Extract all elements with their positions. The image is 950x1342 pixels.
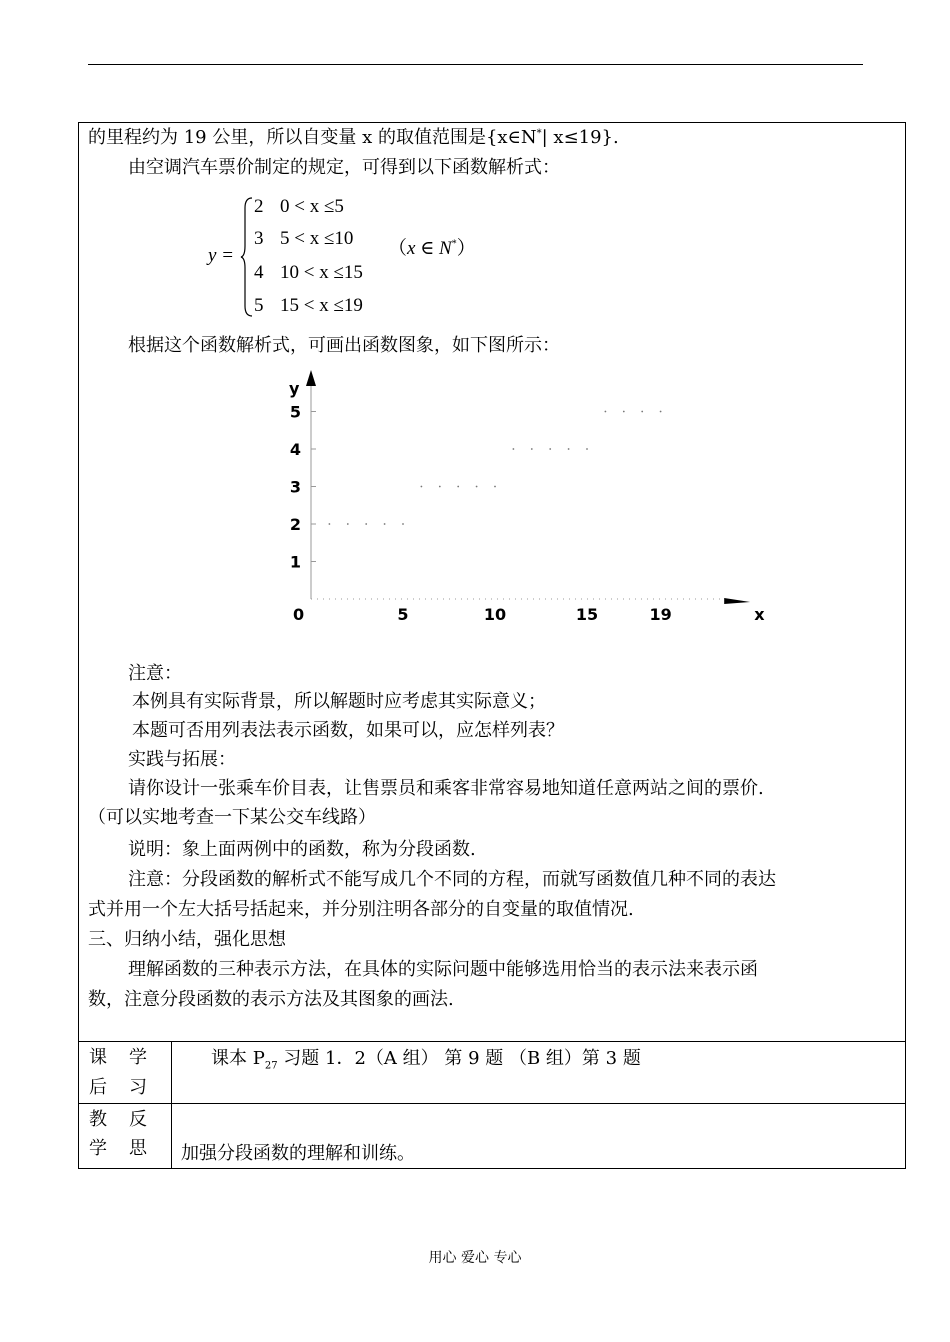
- step-point-y2-x4: [384, 523, 386, 525]
- practice-hint: （可以实地考查一下某公交车线路）: [88, 807, 376, 828]
- homework-text: 课本 $P_{27}$ 习题 1．2（A 组） 第 9 题 （B 组）第 3 题: [211, 1048, 641, 1072]
- y-tick-label-4: 4: [289, 440, 301, 459]
- summary-heading: 三、归纳小结，强化思想: [88, 929, 286, 950]
- y-tick-label-2: 2: [289, 515, 301, 534]
- left-brace: [240, 196, 254, 318]
- column-divider: [171, 1103, 172, 1168]
- domain-statement: 的里程约为 19 公里，所以自变量 x 的取值范围是{x∈N*| x≤19}.: [88, 127, 619, 148]
- summary-line-2: 数，注意分段函数的表示方法及其图象的画法.: [88, 989, 454, 1010]
- homework-row: [78, 1041, 906, 1104]
- x-axis-label: x: [754, 605, 765, 624]
- note-2: 本题可否用列表法表示函数，如果可以，应怎样列表？: [132, 720, 564, 741]
- homework-label-2: 后 习: [89, 1077, 149, 1098]
- step-point-y3-x7: [439, 486, 441, 488]
- step-point-y3-x9: [476, 486, 478, 488]
- summary-line-1: 理解函数的三种表示方法，在具体的实际问题中能够选用恰当的表示法来表示函: [128, 959, 758, 980]
- explanation: 说明：象上面两例中的函数，称为分段函数.: [128, 839, 476, 860]
- step-point-y4-x11: [513, 448, 515, 450]
- reflection-label-1: 教 反: [89, 1109, 149, 1130]
- column-divider: [171, 1041, 172, 1103]
- reflection-label-2: 学 思: [89, 1138, 149, 1159]
- caution-line-1: 注意：分段函数的解析式不能写成几个不同的方程，而就写函数值几种不同的表达: [128, 869, 776, 890]
- step-point-y2-x3: [365, 523, 367, 525]
- step-point-y4-x12: [531, 448, 533, 450]
- y-axis-arrow: [306, 370, 316, 386]
- step-point-y3-x6: [421, 486, 423, 488]
- step-point-y2-x2: [347, 523, 349, 525]
- step-point-y2-x5: [402, 523, 404, 525]
- y-tick-label-3: 3: [289, 477, 301, 497]
- header-rule: [88, 64, 863, 65]
- practice-task: 请你设计一张乘车价目表，让售票员和乘客非常容易地知道任意两站之间的票价.: [128, 778, 764, 799]
- graph-intro: 根据这个函数解析式，可画出函数图象，如下图所示：: [128, 335, 560, 356]
- formula-piece-3: 4 10 < x ≤15: [254, 262, 363, 283]
- step-point-y5-x19: [660, 411, 662, 413]
- formula-lhs: y =: [208, 245, 235, 266]
- caution-line-2: 式并用一个左大括号括起来，并分别注明各部分的自变量的取值情况.: [88, 899, 634, 920]
- step-point-y5-x16: [605, 411, 607, 413]
- x-tick-label-15: 15: [575, 605, 599, 624]
- step-point-y4-x14: [568, 448, 570, 450]
- x-tick-label-19: 19: [649, 605, 672, 624]
- practice-heading: 实践与拓展：: [128, 749, 236, 770]
- note-1: 本例具有实际背景，所以解题时应考虑其实际意义；: [132, 691, 546, 712]
- x-axis-arrow: [724, 598, 750, 604]
- formula-intro: 由空调汽车票价制定的规定，可得到以下函数解析式：: [128, 157, 560, 178]
- step-point-y4-x15: [586, 448, 588, 450]
- step-point-y5-x18: [641, 411, 643, 413]
- step-point-y4-x13: [549, 448, 551, 450]
- step-point-y2-x1: [329, 523, 331, 525]
- formula-piece-1: 2 0 < x ≤5: [254, 196, 344, 217]
- y-tick-label-1: 1: [289, 552, 301, 572]
- y-tick-label-5: 5: [289, 402, 301, 422]
- step-point-y5-x17: [623, 411, 625, 413]
- x-tick-label-5: 5: [397, 605, 409, 624]
- formula-piece-2: 3 5 < x ≤10: [254, 228, 354, 249]
- page-footer: 用心 爱心 专心: [428, 1250, 522, 1266]
- reflection-row: [78, 1103, 906, 1169]
- y-axis-label: y: [289, 379, 300, 398]
- homework-label-1: 课 学: [89, 1047, 149, 1068]
- origin-label: 0: [293, 605, 305, 624]
- reflection-text: 加强分段函数的理解和训练。: [181, 1143, 415, 1164]
- formula-domain: （x ∈ N*）: [388, 238, 476, 259]
- formula-piece-4: 5 15 < x ≤19: [254, 295, 363, 316]
- step-function-chart: [280, 362, 765, 632]
- x-tick-label-10: 10: [483, 605, 507, 624]
- step-point-y3-x8: [457, 486, 459, 488]
- step-point-y3-x10: [494, 486, 496, 488]
- note-heading: 注意：: [128, 663, 182, 684]
